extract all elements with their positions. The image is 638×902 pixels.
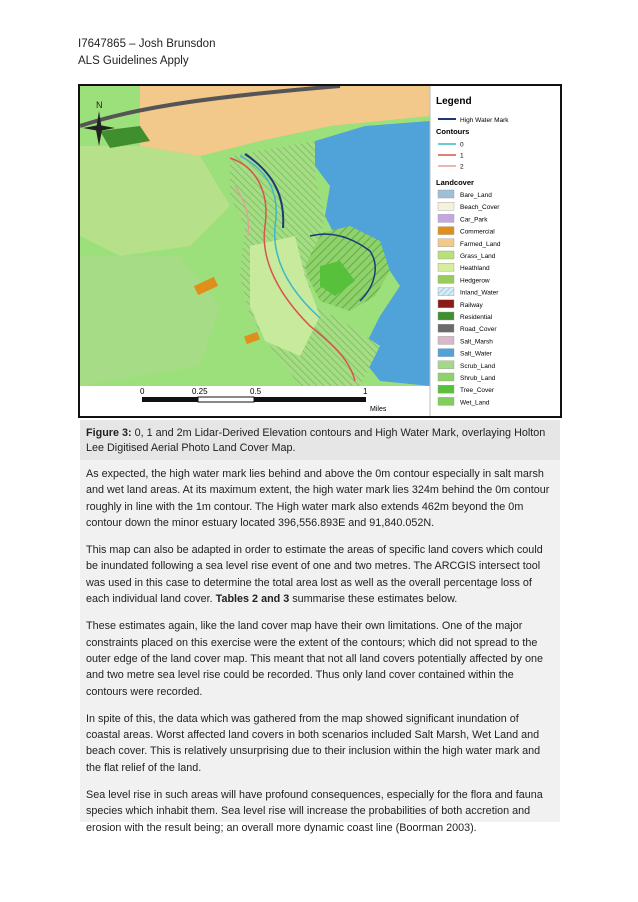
landcover-label: Commercial <box>460 228 495 236</box>
author-line: I7647865 – Josh Brunsdon <box>78 38 216 50</box>
landcover-swatch <box>438 312 454 320</box>
landcover-label: Car_Park <box>460 216 488 224</box>
figure-caption <box>80 420 560 460</box>
paragraph-2-text: This map can also be adapted in order to estimate the areas of specific land covers which could be inundated following a sea level rise event of one and two metres. The ARCGIS intersect tool was used in this case to determine the total area lost as well as the overall percentage loss of each individual land cover. <box>86 544 543 606</box>
north-label: N <box>96 100 103 110</box>
land-cover-map <box>80 86 560 416</box>
guidelines-line: ALS Guidelines Apply <box>78 55 189 67</box>
paragraph-4: In spite of this, the data which was gathered from the map showed significant inundation of coastal areas. Worst affected land covers in both scenarios included Salt Marsh, Wet Land and beach cover. This is relatively unsurprising due to their inclusion within the high water mark and the flat relief of the land. <box>86 712 541 774</box>
landcover-label: Wet_Land <box>460 399 490 407</box>
landcover-swatch <box>438 349 454 357</box>
contour-label: 0 <box>460 141 464 149</box>
landcover-swatch <box>438 202 454 210</box>
landcover-label: Tree_Cover <box>460 387 495 395</box>
landcover-label: Residential <box>460 314 493 321</box>
landcover-swatch <box>438 336 454 344</box>
legend-high-water-mark: High Water Mark <box>460 117 509 124</box>
landcover-label: Inland_Water <box>460 289 499 297</box>
map-area <box>80 86 430 416</box>
map-legend <box>430 86 560 416</box>
landcover-label: Railway <box>460 301 483 309</box>
landcover-swatch <box>438 190 454 198</box>
landcover-label: Bare_Land <box>460 192 492 199</box>
page-header <box>78 36 215 70</box>
landcover-label: Scrub_Land <box>460 362 496 370</box>
landcover-swatch <box>438 385 454 393</box>
landcover-label: Grass_Land <box>460 253 496 260</box>
landcover-label: Farmed_Land <box>460 240 501 248</box>
caption-label: Figure 3: <box>86 427 132 439</box>
scale-tick-3: 1 <box>363 387 368 396</box>
paragraph-2 <box>86 542 554 607</box>
landcover-swatch <box>438 324 454 332</box>
tables-reference: Tables 2 and 3 <box>215 593 290 606</box>
legend-title: Legend <box>436 96 472 107</box>
landcover-label: Shrub_Land <box>460 375 496 382</box>
scale-tick-0: 0 <box>140 387 145 396</box>
paragraph-1: As expected, the high water mark lies behind and above the 0m contour especially in salt marsh and wet land areas. At its maximum extent, the high water mark lies 324m behind the 0m contour roughly in line with the 1m contour. The High water mark also extends 462m beyond the 0m contour down the minor estuary located 396,556.893E and 91,840.052N. <box>86 468 550 529</box>
landcover-swatch <box>438 361 454 369</box>
landcover-label: Salt_Water <box>460 350 492 358</box>
landcover-swatch <box>438 397 454 405</box>
landcover-label: Heathland <box>460 265 490 273</box>
contour-label: 2 <box>460 163 464 171</box>
scale-tick-2: 0.5 <box>250 387 262 396</box>
scale-tick-1: 0.25 <box>192 387 208 396</box>
body-text <box>80 460 560 834</box>
paragraph-5: Sea level rise in such areas will have profound consequences, especially for the flora and fauna species which inhabit them. Sea level rise will increase the probabilities of both accretion and erosion with the result being; an overall more dynamic coast line (Boorman 2003). <box>86 789 543 834</box>
landcover-label: Salt_Marsh <box>460 338 493 346</box>
legend-landcover-title: Landcover <box>436 178 474 187</box>
landcover-swatch <box>438 251 454 259</box>
landcover-swatch <box>438 227 454 235</box>
landcover-label: Road_Cover <box>460 326 497 334</box>
landcover-swatch <box>438 239 454 247</box>
paragraph-3: These estimates again, like the land cover map have their own limitations. One of the major constraints placed on this exercise were the extent of the contours; which did not spread to the outer edge of the land cover map. This meant that not all land covers potentially affected by one and two metre sea level rise could be recorded. Thus only land cover contained within the contours were recorded. <box>86 620 543 698</box>
contour-label: 1 <box>460 152 464 160</box>
map-figure <box>78 84 562 418</box>
landcover-swatch <box>438 288 454 296</box>
landcover-label: Beach_Cover <box>460 204 500 212</box>
landcover-label: Hedgerow <box>460 277 490 285</box>
landcover-swatch <box>438 373 454 381</box>
paragraph-2-end: summarise these estimates below. <box>289 593 458 606</box>
caption-text: 0, 1 and 2m Lidar-Derived Elevation contours and High Water Mark, overlaying Holton Lee Digitised Aerial Photo Land Cover Map. <box>86 427 546 454</box>
landcover-swatch <box>438 300 454 308</box>
legend-contours-title: Contours <box>436 127 470 136</box>
landcover-swatch <box>438 214 454 222</box>
landcover-swatch <box>438 275 454 283</box>
landcover-swatch <box>438 263 454 271</box>
scale-unit: Miles <box>370 406 387 413</box>
